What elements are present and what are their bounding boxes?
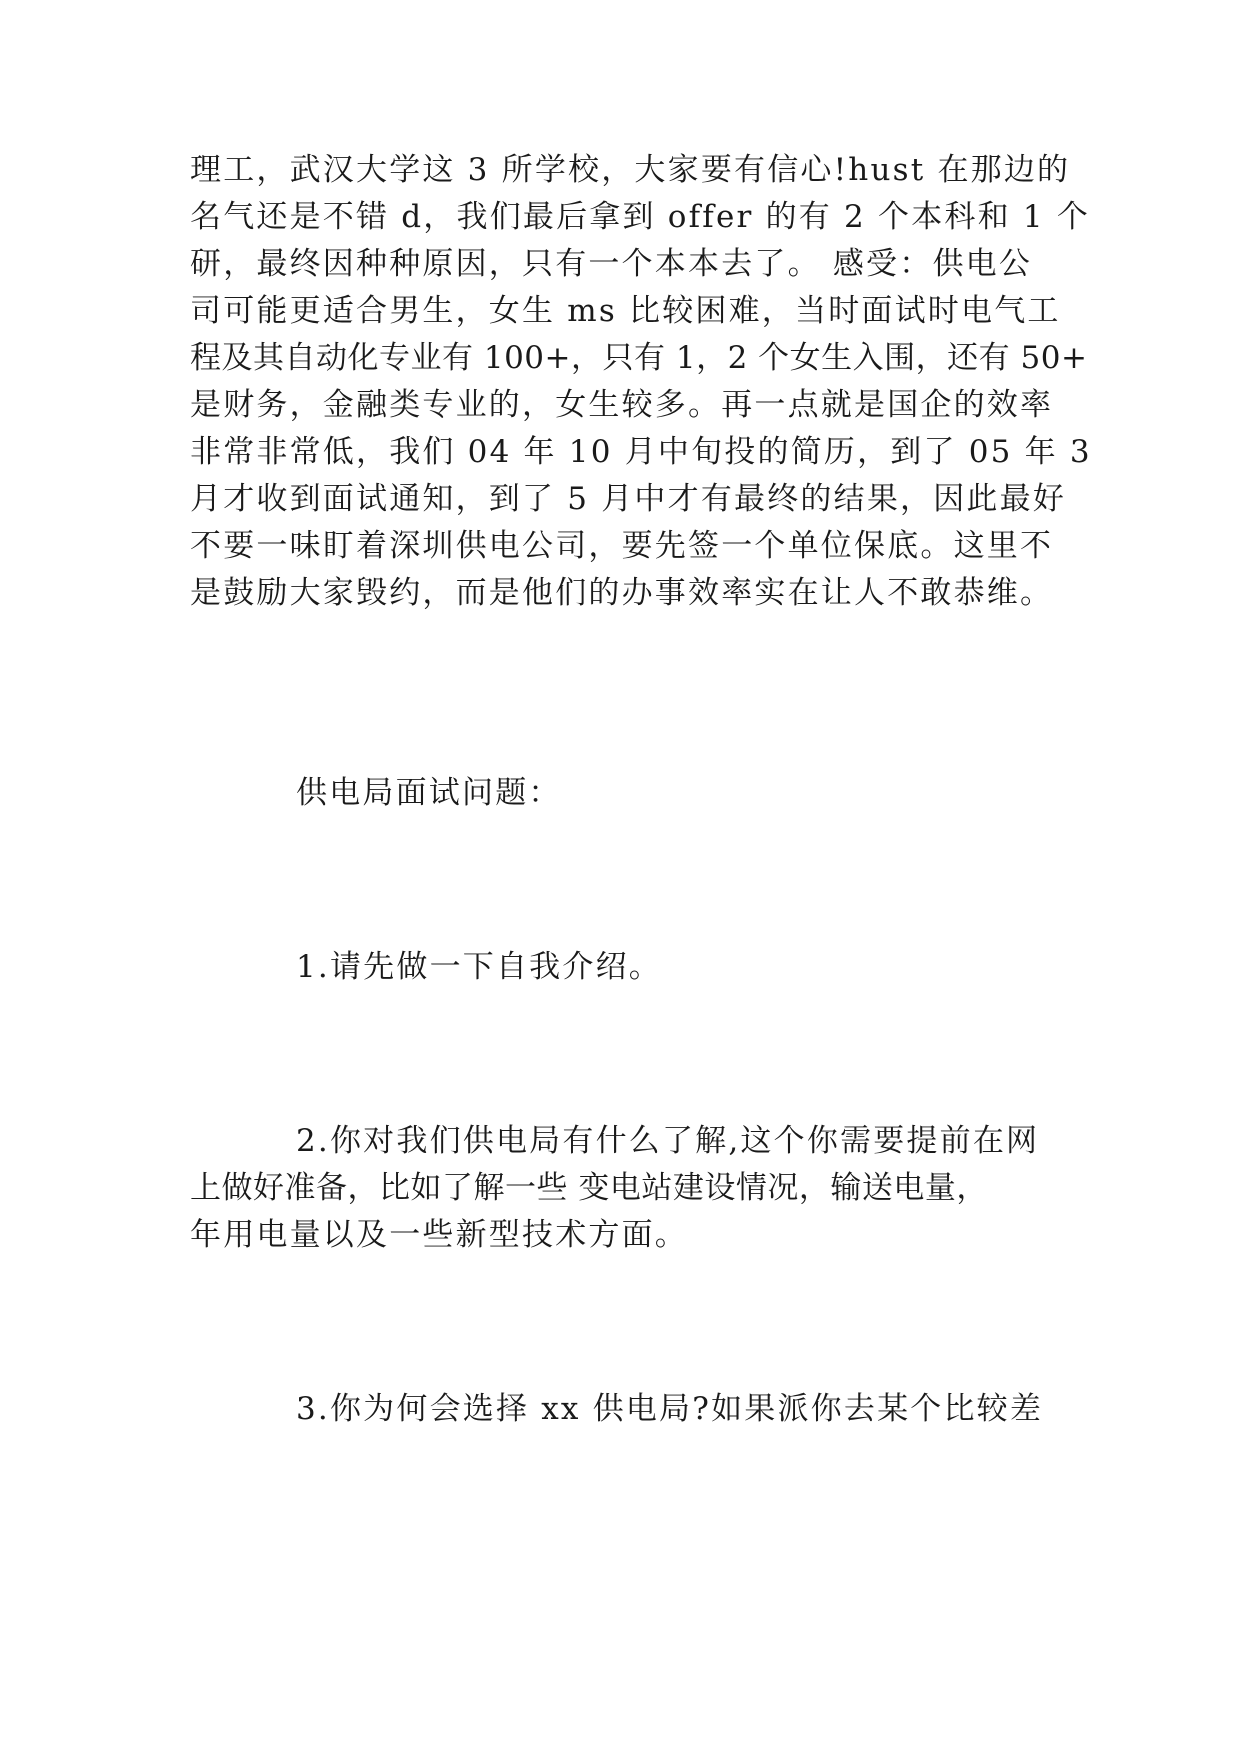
paragraph-line: 非常非常低，我们 04 年 10 月中旬投的简历，到了 05 年 3 [190,434,1092,470]
question-item: 3.你为何会选择 xx 供电局?如果派你去某个比较差 [296,1391,1044,1427]
paragraph-line: 理工，武汉大学这 3 所学校，大家要有信心!hust 在那边的 [190,152,1071,188]
question-continuation: 年用电量以及一些新型技术方面。 [190,1217,688,1253]
paragraph-line: 月才收到面试通知，到了 5 月中才有最终的结果，因此最好 [190,481,1067,517]
paragraph-line: 司可能更适合男生，女生 ms 比较困难，当时面试时电气工 [190,293,1061,329]
section-heading: 供电局面试问题： [296,775,562,811]
paragraph-line: 是鼓励大家毁约，而是他们的办事效率实在让人不敢恭维。 [190,575,1054,611]
paragraph-line: 研，最终因种种原因，只有一个本本去了。 感受：供电公 [190,246,1033,282]
question-continuation: 上做好准备，比如了解一些 变电站建设情况，输送电量， [190,1170,988,1206]
question-item: 1.请先做一下自我介绍。 [296,949,662,985]
paragraph-line: 名气还是不错 d，我们最后拿到 offer 的有 2 个本科和 1 个 [190,199,1091,235]
paragraph-line: 不要一味盯着深圳供电公司，要先签一个单位保底。这里不 [190,528,1054,564]
question-item: 2.你对我们供电局有什么了解,这个你需要提前在网 [296,1123,1040,1159]
paragraph-line: 程及其自动化专业有 100+，只有 1，2 个女生入围，还有 50+ [190,340,1088,376]
paragraph-line: 是财务，金融类专业的，女生较多。再一点就是国企的效率 [190,387,1054,423]
